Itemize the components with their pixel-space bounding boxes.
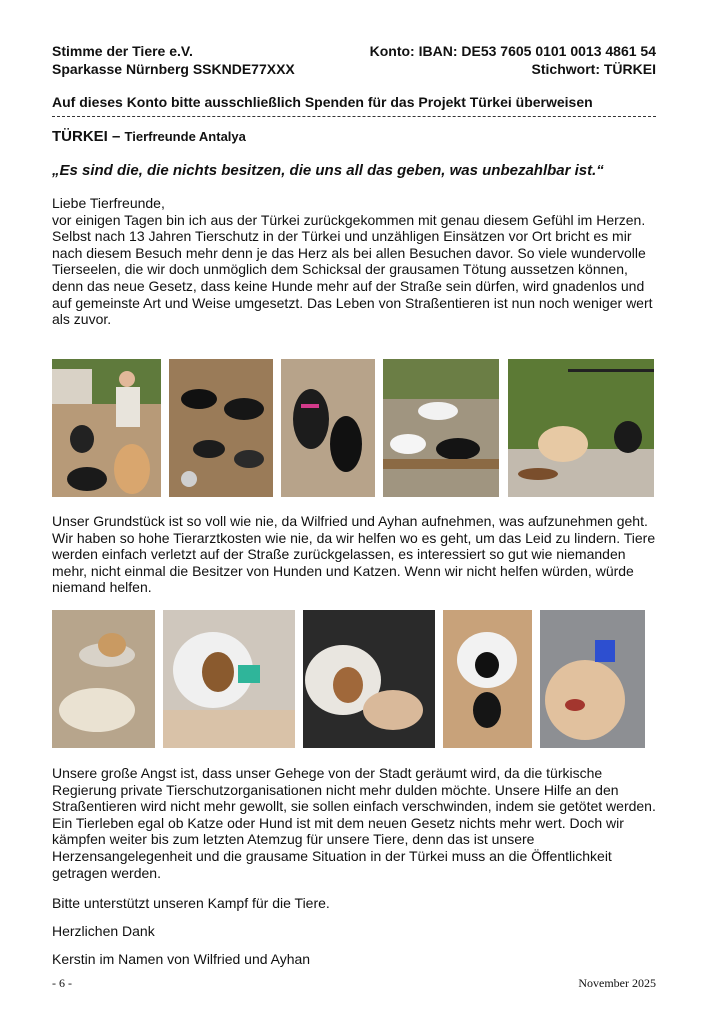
photo-dog-with-cone-blanket (163, 610, 295, 748)
photo-dogs-feeding (169, 359, 273, 497)
bank-name: Sparkasse Nürnberg SSKNDE77XXX (52, 61, 295, 77)
quote: „Es sind die, die nichts besitzen, die uns all das geben, was unbezahlbar ist.“ (52, 162, 604, 179)
photo-injured-dog-vet (540, 610, 645, 748)
org-name: Stimme der Tiere e.V. (52, 43, 193, 59)
appeal-text: Bitte unterstützt unseren Kampf für die Tiere. (52, 895, 330, 911)
section-subtitle: Tierfreunde Antalya (124, 129, 246, 144)
photo-cat-with-cone (443, 610, 532, 748)
photo-cats (383, 359, 499, 497)
photo-cats-eating (508, 359, 654, 497)
thanks-text: Herzlichen Dank (52, 923, 155, 939)
signature-text: Kerstin im Namen von Wilfried und Ayhan (52, 951, 311, 967)
donation-notice: Auf dieses Konto bitte ausschließlich Spenden für das Projekt Türkei überweisen (52, 94, 593, 110)
dashed-divider (52, 116, 656, 117)
section-title-main: TÜRKEI – (52, 128, 125, 145)
photo-man-with-dogs (52, 359, 161, 497)
photo-dog-with-cone-lying (52, 610, 155, 748)
paragraph-property: Unser Grundstück ist so voll wie nie, da Wilfried und Ayhan aufnehmen, was aufzunehmen geht. Wir haben so hohe Tierarztkosten wie nie, da wir helfen wo es geht, um das Leid zu lindern. Tiere werden einfach verletzt auf der Straße zurückgelassen, es interessiert so gut wie niemanden mehr, nicht einmal die Besitzer von Hunden und Katzen. Wenn wir nicht helfen würden, würde niemand helfen. (52, 513, 656, 596)
iban: Konto: IBAN: DE53 7605 0101 0013 4861 54 (369, 43, 656, 59)
paragraph-intro: Liebe Tierfreunde, vor einigen Tagen bin ich aus der Türkei zurückgekommen mit genau diesem Gefühl im Herzen. Selbst nach 13 Jahren Tierschutz in der Türkei und unzähligen Einsätzen vor Ort bricht es mir nach diesem Besuch mehr denn je das Herz als bei allen Besuchen davor. So viele wundervolle Tierseelen, die wir doch unmöglich dem Schicksal der grausamen Tötung aussetzen können, denn das neue Gesetz, dass keine Hunde mehr auf der Straße sein dürfen, wird gnadenlos und auf gemeinste Art und Weise umgesetzt. Das Leben von Straßentieren ist nun noch weniger wert als zuvor. (52, 195, 653, 328)
keyword: Stichwort: TÜRKEI (531, 61, 656, 77)
page-number: - 6 - (52, 976, 72, 990)
section-title (52, 128, 246, 145)
paragraph-fear: Unsere große Angst ist, dass unser Gehege von der Stadt geräumt wird, da die türkische Regierung private Tierschutzorganisationen nicht mehr dulden möchte. Unsere Hilfe an den Straßentieren wird nicht mehr gewollt, sie sollen einfach verschwinden, indem sie getötet werden. Ein Tierleben egal ob Katze oder Hund ist mit dem neuen Gesetz nichts mehr wert. Doch wir kämpfen weiter bis zum letzten Atemzug für unsere Tiere, denn das ist unsere Herzensangelegenheit und die grausame Situation in der Türkei muss an die Öffentlichkeit getragen werden. (52, 765, 656, 881)
photo-two-puppies (281, 359, 375, 497)
footer-date: November 2025 (578, 976, 656, 990)
photo-dog-in-car (303, 610, 435, 748)
